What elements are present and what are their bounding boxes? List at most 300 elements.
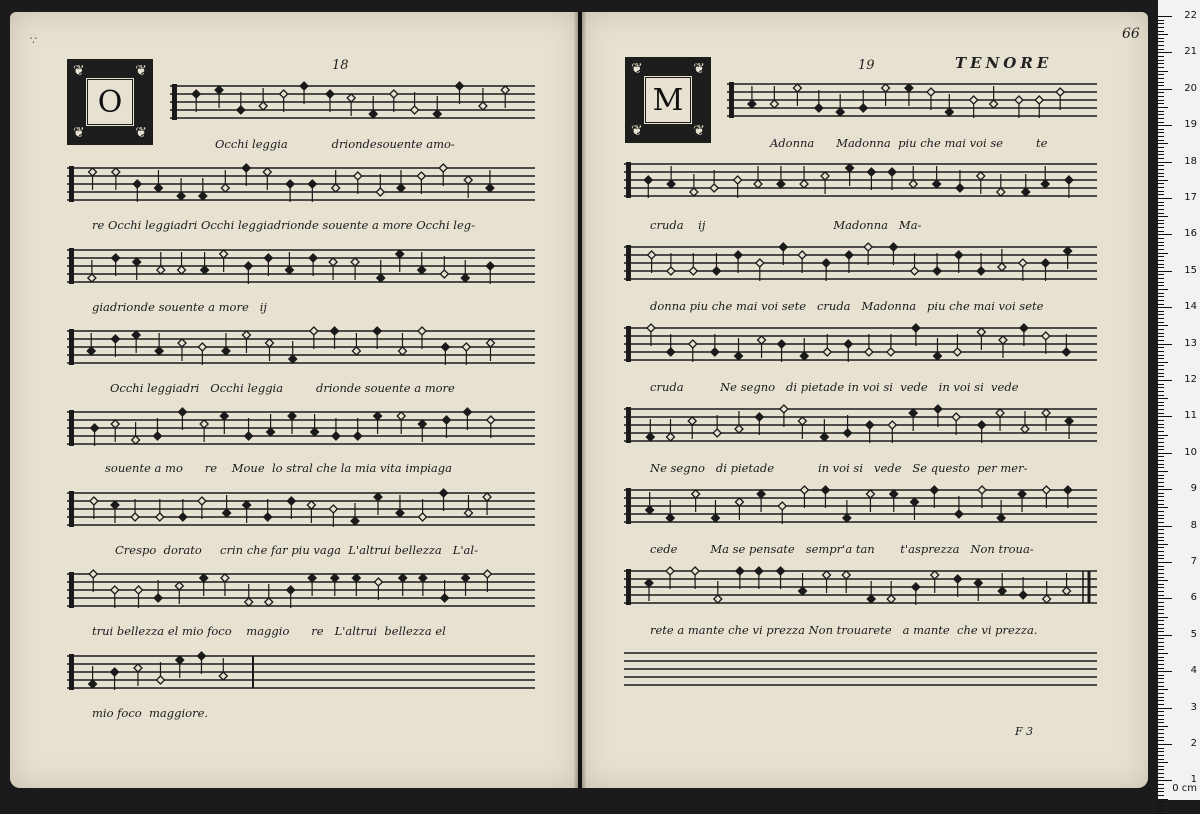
music-staff xyxy=(67,323,535,375)
notehead xyxy=(755,567,763,575)
notehead xyxy=(1021,425,1029,433)
notehead xyxy=(758,336,766,344)
ruler-tick xyxy=(1158,198,1172,199)
notehead xyxy=(440,489,448,497)
ruler-tick xyxy=(1158,500,1164,501)
notehead xyxy=(287,497,295,505)
ruler-tick xyxy=(1158,282,1164,283)
notehead xyxy=(890,490,898,498)
notehead xyxy=(200,574,208,582)
ruler-tick xyxy=(1158,791,1164,792)
ruler-tick xyxy=(1158,78,1164,79)
ruler-tick xyxy=(1158,180,1168,181)
ornament-icon: ❦ xyxy=(693,123,705,139)
notehead xyxy=(307,501,315,509)
ruler-label: 6 xyxy=(1190,592,1197,604)
notehead xyxy=(329,505,337,513)
ruler-tick xyxy=(1158,56,1164,57)
notehead xyxy=(418,420,426,428)
notehead xyxy=(734,176,742,184)
ruler-tick xyxy=(1158,256,1164,257)
notehead xyxy=(934,405,942,413)
ruler-tick xyxy=(1158,242,1164,243)
notehead xyxy=(867,595,875,603)
ruler-tick xyxy=(1158,271,1172,272)
ruler-tick xyxy=(1158,544,1168,545)
ruler-tick xyxy=(1158,194,1164,195)
ruler-tick xyxy=(1158,213,1164,214)
notehead xyxy=(865,348,873,356)
ruler-tick xyxy=(1158,253,1168,254)
ruler-tick xyxy=(1158,460,1164,461)
notehead xyxy=(800,180,808,188)
ruler-tick xyxy=(1158,762,1168,763)
ruler-tick xyxy=(1158,529,1164,530)
ruler-tick xyxy=(1158,111,1164,112)
notehead xyxy=(267,428,275,436)
notehead xyxy=(154,594,162,602)
ruler-tick xyxy=(1158,617,1168,618)
notehead xyxy=(433,110,441,118)
notehead xyxy=(332,184,340,192)
notehead xyxy=(215,86,223,94)
notehead xyxy=(133,258,141,266)
ruler-tick xyxy=(1158,569,1164,570)
notehead xyxy=(464,509,472,517)
ruler-tick xyxy=(1158,41,1164,42)
ruler-tick xyxy=(1158,587,1164,588)
ruler-tick xyxy=(1158,140,1164,141)
ruler-tick xyxy=(1158,365,1164,366)
notehead xyxy=(998,587,1006,595)
notehead xyxy=(178,408,186,416)
ruler-tick xyxy=(1158,580,1168,581)
notehead xyxy=(1020,324,1028,332)
notehead xyxy=(374,578,382,586)
notehead xyxy=(756,259,764,267)
ruler-tick xyxy=(1158,613,1164,614)
ruler-label: 5 xyxy=(1190,628,1197,640)
ruler-unit-label: 0 cm xyxy=(1172,783,1197,794)
notehead xyxy=(462,343,470,351)
ruler-tick xyxy=(1158,245,1164,246)
notehead xyxy=(245,598,253,606)
notehead xyxy=(945,108,953,116)
notehead xyxy=(1019,259,1027,267)
notehead xyxy=(309,254,317,262)
notehead xyxy=(243,501,251,509)
ruler-tick xyxy=(1158,482,1164,483)
notehead xyxy=(220,412,228,420)
ruler-tick xyxy=(1158,125,1172,126)
notehead xyxy=(909,180,917,188)
ruler-tick xyxy=(1158,740,1164,741)
ruler-tick xyxy=(1158,591,1164,592)
notehead xyxy=(396,509,404,517)
ruler-tick xyxy=(1158,205,1164,206)
notehead xyxy=(778,502,786,510)
notehead xyxy=(714,595,722,603)
clef xyxy=(626,162,631,198)
notehead xyxy=(326,90,334,98)
ruler-tick xyxy=(1158,649,1164,650)
ruler-label: 12 xyxy=(1184,374,1197,385)
notehead xyxy=(956,184,964,192)
notehead xyxy=(1064,247,1072,255)
ruler-tick xyxy=(1158,92,1164,93)
page-number-right: 19 xyxy=(858,58,875,73)
ruler-tick xyxy=(1158,362,1168,363)
ruler-tick xyxy=(1158,777,1164,778)
ruler-tick xyxy=(1158,471,1168,472)
notehead xyxy=(198,497,206,505)
music-staff xyxy=(67,160,535,212)
notehead xyxy=(300,82,308,90)
clef xyxy=(69,572,74,608)
notehead xyxy=(930,486,938,494)
clef xyxy=(69,654,74,690)
ruler-label: 21 xyxy=(1184,46,1197,58)
ruler-tick xyxy=(1158,220,1164,221)
clef xyxy=(69,166,74,202)
notehead xyxy=(905,84,913,92)
ruler-tick xyxy=(1158,475,1164,476)
ruler-tick xyxy=(1158,67,1164,68)
notehead xyxy=(201,266,209,274)
ruler-tick xyxy=(1158,689,1168,690)
ruler-label: 1 xyxy=(1190,774,1197,786)
lyric-line: Occhi leggia driondesouente amo- xyxy=(215,137,455,151)
notehead xyxy=(220,250,228,258)
ruler-tick xyxy=(1158,52,1172,53)
ruler-tick xyxy=(1158,34,1168,35)
ruler-tick xyxy=(1158,278,1164,279)
notehead xyxy=(909,409,917,417)
notehead xyxy=(955,510,963,518)
ruler-tick xyxy=(1158,456,1164,457)
ruler-tick xyxy=(1158,322,1164,323)
notehead xyxy=(710,184,718,192)
notehead xyxy=(179,513,187,521)
notehead xyxy=(462,574,470,582)
ruler-tick xyxy=(1158,402,1164,403)
ruler-tick xyxy=(1158,584,1164,585)
folio-number: 66 xyxy=(1122,26,1140,42)
ruler-tick xyxy=(1158,300,1164,301)
notehead xyxy=(757,490,765,498)
ruler-tick xyxy=(1158,700,1164,701)
ruler-tick xyxy=(1158,424,1164,425)
notehead xyxy=(377,274,385,282)
ruler-tick xyxy=(1158,489,1172,490)
ruler-tick xyxy=(1158,671,1172,672)
page-number-left: 18 xyxy=(332,58,349,73)
ruler-tick xyxy=(1158,231,1164,232)
notehead xyxy=(369,110,377,118)
notehead xyxy=(419,513,427,521)
notehead xyxy=(265,598,273,606)
notehead xyxy=(396,250,404,258)
ruler-tick xyxy=(1158,478,1164,479)
notehead xyxy=(237,106,245,114)
notehead xyxy=(798,417,806,425)
notehead xyxy=(263,168,271,176)
decorated-initial-left xyxy=(67,59,153,145)
clef xyxy=(69,329,74,365)
lyric-line: giadrionde souente a more ij xyxy=(92,300,267,314)
notehead xyxy=(288,412,296,420)
notehead xyxy=(864,243,872,251)
ruler-tick xyxy=(1158,486,1164,487)
ruler-tick xyxy=(1158,176,1164,177)
clef xyxy=(69,491,74,527)
ruler-tick xyxy=(1158,398,1168,399)
clef xyxy=(626,407,631,443)
notehead xyxy=(755,413,763,421)
notehead xyxy=(111,501,119,509)
ruler-tick xyxy=(1158,449,1164,450)
lyric-line: re Occhi leggiadri Occhi leggiadrionde souente a more Occhi leg- xyxy=(92,218,476,232)
lyric-line: Occhi leggiadri Occhi leggia drionde souente a more xyxy=(110,381,455,395)
ruler-tick xyxy=(1158,631,1164,632)
music-staff xyxy=(67,242,535,294)
ruler-tick xyxy=(1158,285,1164,286)
notehead xyxy=(770,100,778,108)
notehead xyxy=(954,575,962,583)
ruler-label: 10 xyxy=(1184,446,1197,458)
ruler-tick xyxy=(1158,169,1164,170)
clef xyxy=(626,488,631,524)
decorated-initial-right xyxy=(625,57,711,143)
ruler-tick xyxy=(1158,526,1172,527)
notehead xyxy=(153,432,161,440)
notehead xyxy=(778,340,786,348)
notehead xyxy=(1015,96,1023,104)
notehead xyxy=(486,184,494,192)
ruler-tick xyxy=(1158,606,1164,607)
notehead xyxy=(441,343,449,351)
notehead xyxy=(970,96,978,104)
notehead xyxy=(175,582,183,590)
notehead xyxy=(157,266,165,274)
notehead xyxy=(844,340,852,348)
ruler-tick xyxy=(1158,376,1164,377)
notehead xyxy=(666,433,674,441)
ruler-label: 18 xyxy=(1184,155,1197,167)
notehead xyxy=(418,266,426,274)
notehead xyxy=(779,243,787,251)
notehead xyxy=(1065,417,1073,425)
ruler-tick xyxy=(1158,769,1164,770)
notehead xyxy=(479,102,487,110)
notehead xyxy=(134,664,142,672)
notehead xyxy=(845,251,853,259)
music-staff xyxy=(67,485,535,537)
notehead xyxy=(736,567,744,575)
ruler-tick xyxy=(1158,558,1164,559)
ruler-tick xyxy=(1158,307,1172,308)
notehead xyxy=(91,424,99,432)
notehead xyxy=(112,254,120,262)
ruler-tick xyxy=(1158,274,1164,275)
notehead xyxy=(912,324,920,332)
ruler-tick xyxy=(1158,267,1164,268)
notehead xyxy=(689,340,697,348)
notehead xyxy=(192,90,200,98)
notehead xyxy=(461,274,469,282)
ruler-tick xyxy=(1158,187,1164,188)
ruler-tick xyxy=(1158,467,1164,468)
ruler-tick xyxy=(1158,642,1164,643)
signature-mark: F 3 xyxy=(1015,725,1034,738)
notehead xyxy=(1042,486,1050,494)
ruler-tick xyxy=(1158,427,1164,428)
ruler-tick xyxy=(1158,678,1164,679)
corner-mark: ∵ xyxy=(30,34,37,47)
ruler-tick xyxy=(1158,289,1168,290)
music-staff xyxy=(624,401,1097,453)
notehead xyxy=(131,513,139,521)
ruler-tick xyxy=(1158,540,1164,541)
ruler-label: 17 xyxy=(1184,192,1197,203)
ruler-tick xyxy=(1158,704,1164,705)
notehead xyxy=(347,94,355,102)
notehead xyxy=(867,168,875,176)
notehead xyxy=(486,262,494,270)
notehead xyxy=(154,184,162,192)
ruler-tick xyxy=(1158,304,1164,305)
ruler-tick xyxy=(1158,715,1164,716)
notehead xyxy=(953,348,961,356)
ruler-tick xyxy=(1158,333,1164,334)
notehead xyxy=(88,274,96,282)
ruler-tick xyxy=(1158,107,1168,108)
notehead xyxy=(177,192,185,200)
ruler-tick xyxy=(1158,759,1164,760)
ruler-tick xyxy=(1158,551,1164,552)
notehead xyxy=(843,514,851,522)
ruler-tick xyxy=(1158,16,1172,17)
notehead xyxy=(978,486,986,494)
notehead xyxy=(667,180,675,188)
notehead xyxy=(692,490,700,498)
notehead xyxy=(647,324,655,332)
ruler-tick xyxy=(1158,89,1172,90)
notehead xyxy=(978,421,986,429)
notehead xyxy=(397,412,405,420)
notehead xyxy=(999,336,1007,344)
lyric-line: trui bellezza el mio foco maggio re L'altrui bellezza el xyxy=(92,624,446,638)
ruler-tick xyxy=(1158,260,1164,261)
notehead xyxy=(734,251,742,259)
ruler-tick xyxy=(1158,624,1164,625)
notehead xyxy=(821,172,829,180)
notehead xyxy=(866,490,874,498)
music-staff xyxy=(624,239,1097,291)
ornament-icon: ❦ xyxy=(631,61,643,77)
notehead xyxy=(646,433,654,441)
notehead xyxy=(308,180,316,188)
notehead xyxy=(440,270,448,278)
ruler-tick xyxy=(1158,49,1164,50)
ruler-label: 14 xyxy=(1184,301,1197,313)
notehead xyxy=(264,513,272,521)
ruler-tick xyxy=(1158,635,1172,636)
ruler-tick xyxy=(1158,118,1164,119)
notehead xyxy=(178,266,186,274)
ruler-tick xyxy=(1158,442,1164,443)
music-staff xyxy=(67,404,535,456)
notehead xyxy=(780,405,788,413)
notehead xyxy=(798,251,806,259)
notehead xyxy=(351,517,359,525)
notehead xyxy=(646,506,654,514)
notehead xyxy=(244,262,252,270)
notehead xyxy=(398,347,406,355)
ruler-label: 13 xyxy=(1184,337,1197,349)
ruler-tick xyxy=(1158,325,1168,326)
notehead xyxy=(354,432,362,440)
book-gutter xyxy=(574,12,586,788)
ruler-tick xyxy=(1158,729,1164,730)
ruler-tick xyxy=(1158,682,1164,683)
notehead xyxy=(887,348,895,356)
notehead xyxy=(977,172,985,180)
notehead xyxy=(219,672,227,680)
notehead xyxy=(846,164,854,172)
notehead xyxy=(89,570,97,578)
ruler-label: 20 xyxy=(1184,82,1197,94)
notehead xyxy=(688,417,696,425)
notehead xyxy=(135,586,143,594)
notehead xyxy=(259,102,267,110)
notehead xyxy=(374,493,382,501)
notehead xyxy=(87,347,95,355)
notehead xyxy=(487,416,495,424)
notehead xyxy=(711,514,719,522)
ruler-tick xyxy=(1158,347,1164,348)
notehead xyxy=(1056,88,1064,96)
notehead xyxy=(222,347,230,355)
ruler-tick xyxy=(1158,413,1164,414)
ruler-tick xyxy=(1158,293,1164,294)
ruler-tick xyxy=(1158,391,1164,392)
ruler-tick xyxy=(1158,82,1164,83)
notehead xyxy=(111,668,119,676)
notehead xyxy=(198,343,206,351)
notehead xyxy=(418,327,426,335)
ruler-tick xyxy=(1158,708,1172,709)
ruler-tick xyxy=(1158,223,1164,224)
ruler-tick xyxy=(1158,431,1164,432)
ruler-tick xyxy=(1158,595,1164,596)
notehead xyxy=(1042,332,1050,340)
ornament-icon: ❦ xyxy=(631,123,643,139)
clef xyxy=(69,410,74,446)
notehead xyxy=(111,335,119,343)
ruler-label: 3 xyxy=(1190,701,1197,713)
ruler-tick xyxy=(1158,744,1172,745)
clef xyxy=(729,82,734,118)
ruler-tick xyxy=(1158,380,1172,381)
notehead xyxy=(397,184,405,192)
notehead xyxy=(112,168,120,176)
notehead xyxy=(265,339,273,347)
notehead xyxy=(354,172,362,180)
notehead xyxy=(793,84,801,92)
ruler-tick xyxy=(1158,227,1164,228)
ruler-tick xyxy=(1158,234,1172,235)
